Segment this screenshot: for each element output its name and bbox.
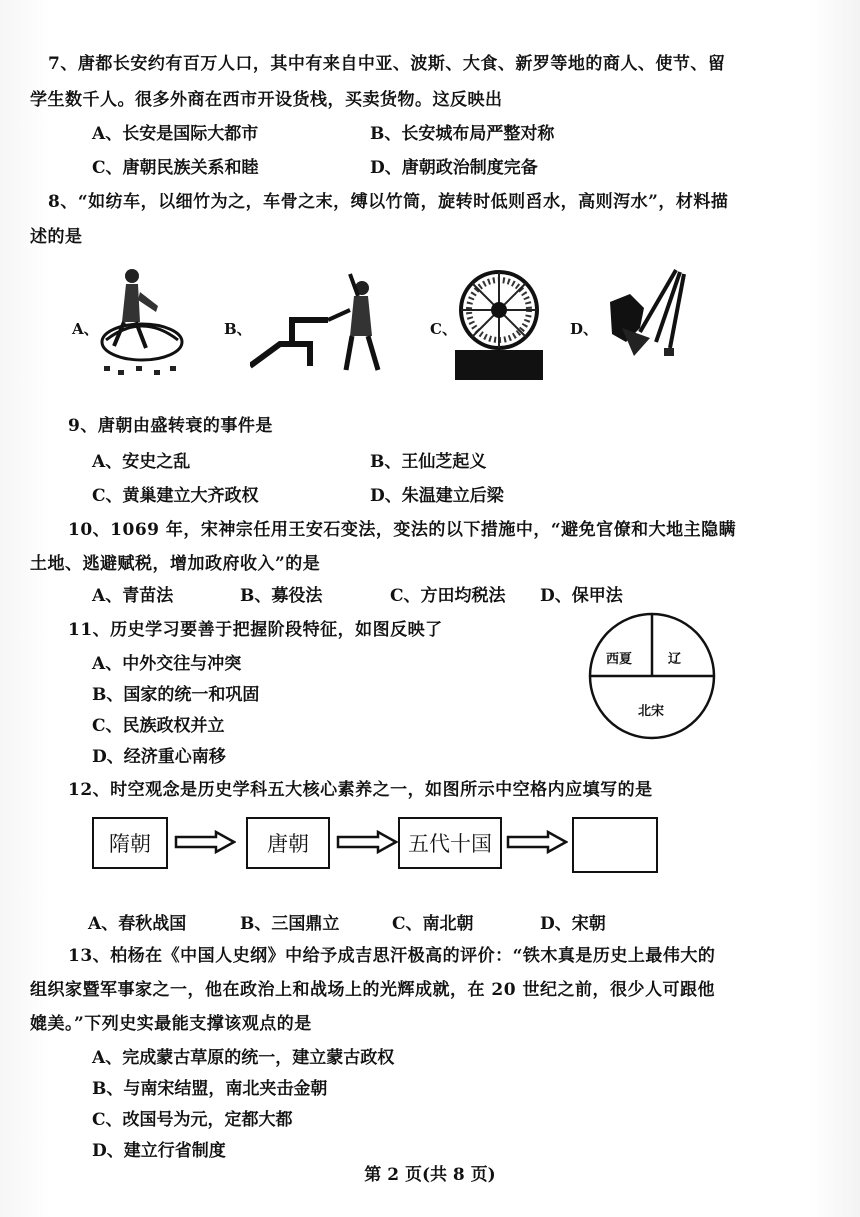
timeline-box-blank [572,817,658,873]
q11-option-c: C、民族政权并立 [92,716,225,736]
timeline-arrow-3 [506,830,568,854]
page-number-footer: 第 2 页(共 8 页) [364,1165,496,1185]
q10-stem-line2: 土地、逃避赋税，增加政府收入”的是 [30,554,321,574]
q7-option-d: D、唐朝政治制度完备 [370,158,538,178]
q9-option-b: B、王仙芝起义 [370,452,487,472]
q11-option-b: B、国家的统一和巩固 [92,685,260,705]
q8-option-c-label: C、 [430,320,457,338]
q10-stem-line1: 10、1069 年，宋神宗任用王安石变法，变法的以下措施中，“避免官僚和大地主隐瞒 [68,520,737,540]
q7-option-a: A、长安是国际大都市 [92,124,259,144]
q13-option-c: C、改国号为元，定都大都 [92,1110,293,1130]
q10-option-a: A、青苗法 [92,586,174,606]
q11-option-a: A、中外交往与冲突 [92,654,242,674]
q10-option-b: B、募役法 [240,586,323,606]
timeline-arrow-1 [174,830,236,854]
q13-stem-line1: 13、柏杨在《中国人史纲》中给予成吉思汗极高的评价：“铁木真是历史上最伟大的 [68,946,716,966]
q10-option-c: C、方田均税法 [390,586,506,606]
q12-option-d: D、宋朝 [540,914,606,934]
q13-option-b: B、与南宋结盟，南北夹击金朝 [92,1079,328,1099]
pump-picture [250,270,390,376]
q7-option-c: C、唐朝民族关系和睦 [92,158,259,178]
q9-stem: 9、唐朝由盛转衰的事件是 [68,416,273,436]
q13-stem-line2: 组织家暨军事家之一，他在政治上和战场上的光辉成就，在 20 世纪之前，很少人可跟他 [30,980,715,1000]
q8-stem-line2: 述的是 [30,227,83,247]
q12-option-a: A、春秋战国 [88,914,187,934]
timeline-arrow-2 [336,830,398,854]
q12-option-c: C、南北朝 [392,914,474,934]
q7-stem-line2: 学生数千人。很多外商在西市开设货栈，买卖货物。这反映出 [30,90,503,110]
q8-stem-line1: 8、“如纺车，以细竹为之，车骨之末，缚以竹筒，旋转时低则舀水，高则泻水”，材料描 [48,192,729,212]
q13-stem-line3: 媲美。”下列史实最能支撑该观点的是 [30,1014,312,1034]
q12-option-b: B、三国鼎立 [240,914,340,934]
map-label-liao: 辽 [668,652,682,667]
q9-option-a: A、安史之乱 [92,452,191,472]
q8-option-d-label: D、 [570,320,599,338]
q11-stem: 11、历史学习要善于把握阶段特征，如图反映了 [68,620,443,640]
q7-option-b: B、长安城布局严整对称 [370,124,555,144]
q13-option-d: D、建立行省制度 [92,1141,226,1161]
timeline-box-tang: 唐朝 [246,817,330,869]
q10-option-d: D、保甲法 [540,586,623,606]
treadle-waterwheel-picture [96,262,188,382]
q7-stem-line1: 7、唐都长安约有百万人口，其中有来自中亚、波斯、大食、新罗等地的商人、使节、留 [48,54,726,74]
q9-option-c: C、黄巢建立大齐政权 [92,486,259,506]
timeline-box-wudai: 五代十国 [398,817,502,869]
well-sweep-picture [600,268,690,364]
map-label-beisong: 北宋 [638,704,665,719]
q11-option-d: D、经济重心南移 [92,747,226,767]
dynasties-map-diagram [588,612,716,740]
q9-option-d: D、朱温建立后梁 [370,486,504,506]
q8-option-a-label: A、 [72,320,99,338]
q12-stem: 12、时空观念是历史学科五大核心素养之一，如图所示中空格内应填写的是 [68,780,653,800]
q8-option-b-label: B、 [224,320,252,338]
waterwheel-picture [455,264,543,380]
map-label-xixia: 西夏 [606,652,633,667]
timeline-box-sui: 隋朝 [92,817,168,869]
q13-option-a: A、完成蒙古草原的统一，建立蒙古政权 [92,1048,395,1068]
